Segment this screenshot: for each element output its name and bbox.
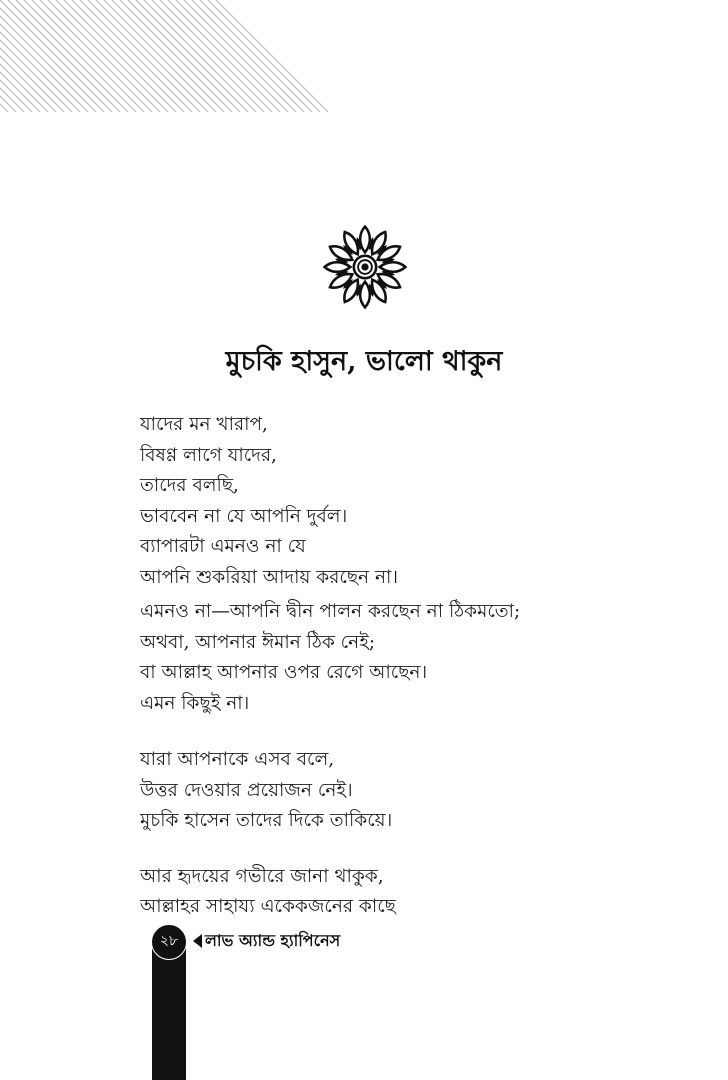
corner-hatch-decoration <box>0 0 340 112</box>
poem-line: অথবা, আপনার ঈমান ঠিক নেই; <box>140 631 376 653</box>
poem-line: ভাববেন না যে আপনি দুর্বল। <box>140 505 348 527</box>
poem-line: বা আল্লাহ আপনার ওপর রেগে আছেন। <box>140 662 428 683</box>
poem-body <box>140 410 700 923</box>
running-book-title: লাভ অ্যান্ড হ্যাপিনেস <box>205 931 341 950</box>
poem-stanza-2 <box>140 597 700 719</box>
poem-line: ব্যাপারটা এমনও না যে <box>140 536 306 557</box>
page-title: মুচকি হাসুন, ভালো থাকুন <box>225 346 503 377</box>
poem-line: বিষণ্ণ লাগে যাদের, <box>140 444 277 466</box>
poem-line: উত্তর দেওয়ার প্রয়োজন নেই। <box>140 779 353 801</box>
poem-line: এমনও না—আপনি দ্বীন পালন করছেন না ঠিকমতো; <box>140 601 521 622</box>
poem-line: আর হৃদয়ের গভীরে জানা থাকুক, <box>140 865 384 887</box>
page-number: ২৮ <box>151 924 187 960</box>
poem-line: যারা আপনাকে এসব বলে, <box>140 749 335 770</box>
poem-line: মুচকি হাসেন তাদের দিকে তাকিয়ে। <box>140 810 393 831</box>
poem-stanza-3 <box>140 745 700 837</box>
arrow-left-icon <box>193 934 202 948</box>
poem-stanza-4 <box>140 862 700 923</box>
poem-line: আল্লাহর সাহায্য একেকজনের কাছে <box>140 896 396 917</box>
poem-line: তাদের বলছি, <box>140 475 239 496</box>
poem-line: যাদের মন খারাপ, <box>140 414 268 435</box>
poem-stanza-1 <box>140 410 700 593</box>
poem-line: আপনি শুকরিয়া আদায় করছেন না। <box>140 566 398 588</box>
poem-line: এমন কিছুই না। <box>140 692 250 714</box>
flower-ornament-icon <box>322 224 408 310</box>
